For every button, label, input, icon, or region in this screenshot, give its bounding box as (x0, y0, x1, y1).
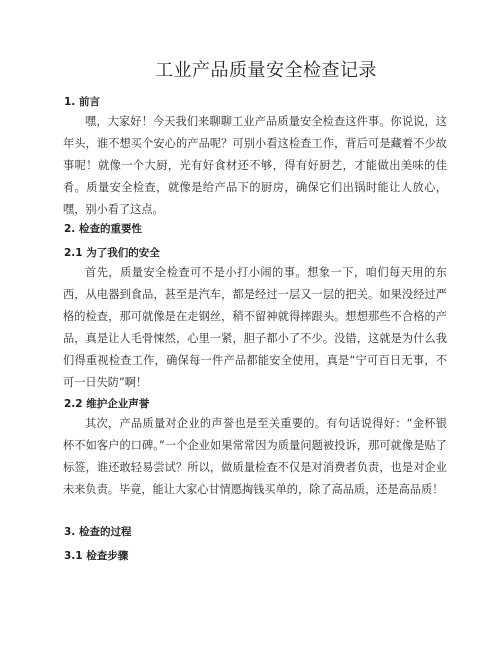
paragraph-reputation: 其次，产品质量对企业的声誉也是至关重要的。有句话说得好：“金杯银杯不如客户的口碑。”一个企业如果常常因为质量问题被投诉，那可就像是贴了标签，谁还敢轻易尝试？所以，做质量检查不仅是对消费者负责，也是对企业未来负责。毕竟，能让大家心甘情愿掏钱买单的，除了高品质，还是高品质！ (63, 417, 447, 496)
page-title: 工业产品质量安全检查记录 (155, 60, 377, 81)
section-heading-preface: 1. 前言 (64, 96, 100, 108)
subsection-heading-reputation: 2.2 维护企业声誉 (64, 398, 150, 410)
section-heading-importance: 2. 检查的重要性 (64, 223, 142, 235)
paragraph-safety: 首先，质量安全检查可不是小打小闹的事。想象一下，咱们每天用的东西，从电器到食品，甚至是汽车，都是经过一层又一层的把关。如果没经过严格的检查，那可就像是在走钢丝，稍不留神就得摔跟头。想想那些不合格的产品，真是让人毛骨悚然，心里一紧，胆子都小了不少。没错，这就是为什么我们得重视检查工作，确保每一件产品都能安全使用，真是“宁可百日无事，不可一日失防”啊！ (63, 266, 447, 389)
section-heading-process: 3. 检查的过程 (64, 526, 132, 538)
subsection-heading-steps: 3.1 检查步骤 (64, 550, 129, 562)
paragraph-preface: 嘿，大家好！今天我们来聊聊工业产品质量安全检查这件事。你说说，这年头，谁不想买个安心的产品呢？可别小看这检查工作，背后可是藏着不少故事呢！就像一个大厨，光有好食材还不够，得有好厨艺，才能做出美味的佳肴。质量安全检查，就像是给产品下的厨房，确保它们出锅时能让人放心，嘿，别小看了这点。 (63, 115, 447, 216)
subsection-heading-safety: 2.1 为了我们的安全 (64, 247, 160, 259)
